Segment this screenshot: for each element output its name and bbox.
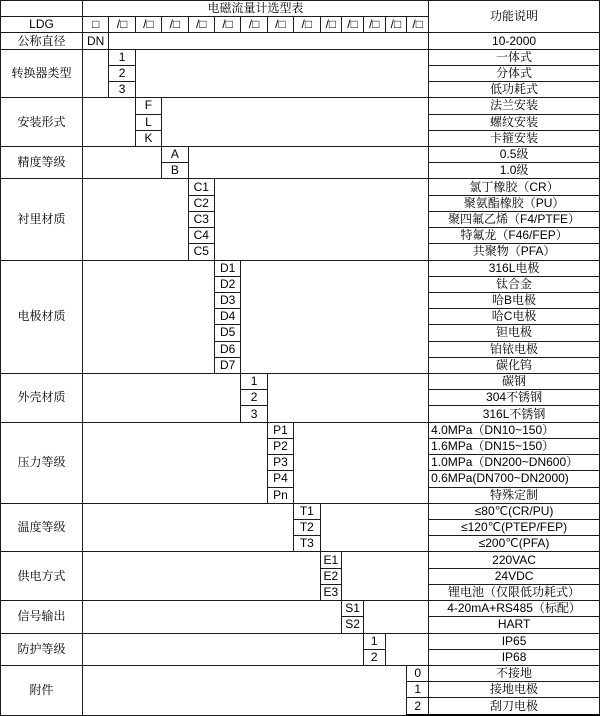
description-cell: IP65 (429, 633, 600, 649)
title-row (1, 1, 600, 17)
code-cell: E1 (320, 552, 342, 568)
code-cell: D3 (214, 292, 240, 308)
model-slash-box: /□ (385, 17, 407, 33)
category-cell: 安装形式 (1, 98, 83, 147)
spacer-cell (294, 422, 429, 503)
description-cell: 接地电极 (429, 682, 600, 698)
model-slash-box: /□ (135, 17, 161, 33)
spacer-cell (363, 601, 428, 633)
code-cell: F (135, 98, 161, 114)
code-cell: D7 (214, 357, 240, 373)
spacer-cell (320, 503, 429, 552)
table-row (1, 33, 600, 49)
code-cell: A (162, 146, 188, 162)
description-cell: 碳化钨 (429, 357, 600, 373)
description-cell: 刮刀电极 (429, 698, 600, 715)
code-cell: E3 (320, 584, 342, 600)
description-cell: 聚四氟乙烯（F4/PTFE） (429, 211, 600, 227)
category-cell: 电极材质 (1, 260, 83, 374)
category-cell: 衬里材质 (1, 179, 83, 260)
model-slash-box: /□ (241, 17, 267, 33)
description-cell: 钽电极 (429, 325, 600, 341)
description-cell: 1.6MPa（DN15~150） (429, 438, 600, 454)
description-cell: 钛合金 (429, 276, 600, 292)
code-cell: P2 (267, 438, 293, 454)
model-box: □ (83, 17, 109, 33)
description-cell: 卡箍安装 (429, 130, 600, 146)
model-slash-box: /□ (363, 17, 385, 33)
code-cell: D4 (214, 309, 240, 325)
spacer-cell (109, 33, 429, 49)
category-cell: 防护等级 (1, 633, 83, 665)
model-prefix: LDG (1, 17, 83, 33)
description-cell: 220VAC (429, 552, 600, 568)
table-row (1, 503, 600, 519)
table-row (1, 260, 600, 276)
code-cell: T1 (294, 503, 320, 519)
description-cell: 1.0MPa（DN200~DN600） (429, 455, 600, 471)
description-cell: 316L电极 (429, 260, 600, 276)
spacer-cell (83, 146, 162, 178)
model-slash-box: /□ (188, 17, 214, 33)
code-cell: C2 (188, 195, 214, 211)
description-cell: 一体式 (429, 49, 600, 65)
category-cell: 温度等级 (1, 503, 83, 552)
spacer-cell (83, 260, 215, 374)
table-row (1, 422, 600, 438)
table-row (1, 665, 600, 681)
code-cell: D5 (214, 325, 240, 341)
description-cell: 铂铱电极 (429, 341, 600, 357)
code-cell: 0 (407, 665, 429, 681)
category-cell: 供电方式 (1, 552, 83, 601)
description-cell: 316L不锈钢 (429, 406, 600, 422)
spacer-cell (83, 601, 342, 633)
description-cell: ≤200℃(PFA) (429, 536, 600, 552)
code-cell: S2 (342, 617, 364, 633)
table-row (1, 146, 600, 162)
code-cell: C4 (188, 228, 214, 244)
code-cell: 1 (109, 49, 135, 65)
table-title: 电磁流量计选型表 (83, 1, 429, 17)
spacer-cell (188, 146, 429, 178)
category-cell: 压力等级 (1, 422, 83, 503)
description-cell: 碳钢 (429, 374, 600, 390)
spacer-cell (83, 49, 109, 98)
spacer-cell (135, 49, 428, 98)
code-cell: 1 (407, 682, 429, 698)
category-cell: 信号输出 (1, 601, 83, 633)
code-cell: S1 (342, 601, 364, 617)
model-slash-box: /□ (267, 17, 293, 33)
description-cell: 哈C电极 (429, 309, 600, 325)
code-cell: T2 (294, 520, 320, 536)
spacer-cell (241, 260, 429, 374)
model-slash-box: /□ (162, 17, 188, 33)
table-row (1, 179, 600, 195)
code-cell: C5 (188, 244, 214, 260)
description-cell: 螺纹安装 (429, 114, 600, 130)
code-cell: E2 (320, 568, 342, 584)
spacer-cell (267, 374, 428, 423)
category-cell: 精度等级 (1, 146, 83, 178)
spacer-cell (83, 665, 407, 715)
code-cell: 2 (241, 390, 267, 406)
category-cell: 附件 (1, 665, 83, 715)
description-cell: 特殊定制 (429, 487, 600, 503)
description-cell: 0.5级 (429, 146, 600, 162)
code-cell: 1 (241, 374, 267, 390)
code-cell: 2 (109, 65, 135, 81)
description-cell: 10-2000 (429, 33, 600, 49)
code-cell: P4 (267, 471, 293, 487)
description-cell: ≤120℃(PTEP/FEP) (429, 520, 600, 536)
code-cell: D2 (214, 276, 240, 292)
description-cell: 304不锈钢 (429, 390, 600, 406)
spacer-cell (83, 98, 136, 147)
code-cell: 3 (241, 406, 267, 422)
description-cell: IP68 (429, 649, 600, 665)
spacer-cell (83, 552, 321, 601)
code-cell: 1 (363, 633, 385, 649)
code-cell: DN (83, 33, 109, 49)
spacer-cell (83, 179, 189, 260)
table-row (1, 601, 600, 617)
code-cell: B (162, 163, 188, 179)
code-cell: P1 (267, 422, 293, 438)
description-cell: 聚氨酯橡胶（PU） (429, 195, 600, 211)
table-row (1, 98, 600, 114)
description-cell: 0.6MPa(DN700~DN2000) (429, 471, 600, 487)
description-cell: 分体式 (429, 65, 600, 81)
description-cell: 不接地 (429, 665, 600, 681)
description-cell: 共聚物（PFA） (429, 244, 600, 260)
model-slash-box: /□ (109, 17, 135, 33)
spacer-cell (385, 633, 428, 665)
description-cell: 法兰安装 (429, 98, 600, 114)
category-cell: 转换器类型 (1, 49, 83, 98)
spacer-cell (83, 503, 294, 552)
description-cell: 锂电池（仅限低功耗式） (429, 584, 600, 600)
description-cell: 特氟龙（F46/FEP） (429, 228, 600, 244)
code-cell: T3 (294, 536, 320, 552)
table-row (1, 552, 600, 568)
description-cell: 低功耗式 (429, 82, 600, 98)
description-cell: 4-20mA+RS485（标配） (429, 601, 600, 617)
code-cell: 2 (407, 698, 429, 715)
spacer-cell (83, 374, 241, 423)
code-cell: D1 (214, 260, 240, 276)
spacer-cell (214, 179, 428, 260)
spacer-cell (83, 633, 364, 665)
description-cell: 24VDC (429, 568, 600, 584)
corner-cell (1, 1, 83, 17)
function-header: 功能说明 (429, 1, 600, 33)
description-cell: HART (429, 617, 600, 633)
code-cell: P3 (267, 455, 293, 471)
model-slash-box: /□ (294, 17, 320, 33)
category-cell: 公称直径 (1, 33, 83, 49)
table-row (1, 374, 600, 390)
description-cell: 1.0级 (429, 163, 600, 179)
code-cell: 2 (363, 649, 385, 665)
code-cell: D6 (214, 341, 240, 357)
code-cell: C3 (188, 211, 214, 227)
model-slash-box: /□ (214, 17, 240, 33)
code-cell: C1 (188, 179, 214, 195)
code-cell: L (135, 114, 161, 130)
description-cell: 哈B电极 (429, 292, 600, 308)
spacer-cell (162, 98, 429, 147)
description-cell: 4.0MPa（DN10~150） (429, 422, 600, 438)
table-row (1, 633, 600, 649)
code-cell: Pn (267, 487, 293, 503)
spacer-cell (342, 552, 429, 601)
code-cell: 3 (109, 82, 135, 98)
description-cell: 氯丁橡胶（CR） (429, 179, 600, 195)
model-slash-box: /□ (342, 17, 364, 33)
model-slash-box: /□ (407, 17, 429, 33)
category-cell: 外壳材质 (1, 374, 83, 423)
table-row (1, 49, 600, 65)
description-cell: ≤80℃(CR/PU) (429, 503, 600, 519)
code-cell: K (135, 130, 161, 146)
spacer-cell (83, 422, 268, 503)
model-slash-box: /□ (320, 17, 342, 33)
